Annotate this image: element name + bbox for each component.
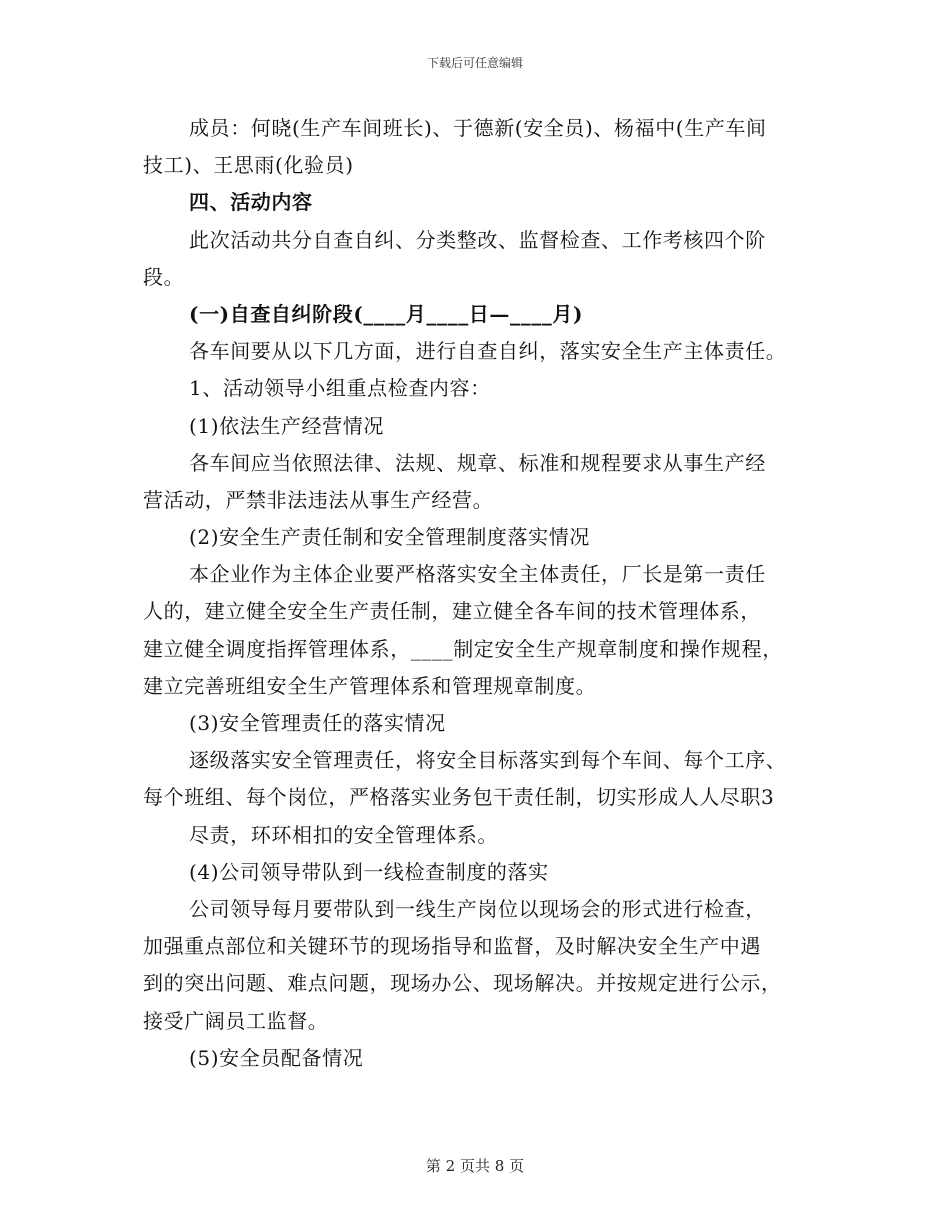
text-line: (1)依法生产经营情况 (189, 413, 384, 438)
text-line: 每个班组、每个岗位，严格落实业务包干责任制，切实形成人人尽职3 (143, 785, 775, 810)
text-line: 各车间要从以下几方面，进行自查自纠，落实安全生产主体责任。 (189, 339, 787, 364)
text-line: (4)公司领导带队到一线检查制度的落实 (189, 859, 549, 884)
page-footer: 第 2 页共 8 页 (425, 1157, 525, 1175)
text-line: 此次活动共分自查自纠、分类整改、监督检查、工作考核四个阶 (189, 227, 766, 252)
text-line: 逐级落实安全管理责任，将安全目标落实到每个车间、每个工序、 (189, 748, 787, 773)
text-line: 段。 (143, 264, 185, 289)
text-line: 各车间应当依照法律、法规、规章、标准和规程要求从事生产经 (189, 450, 766, 475)
text-line: 营活动，严禁非法违法从事生产经营。 (143, 487, 494, 512)
text-line: 公司领导每月要带队到一线生产岗位以现场会的形式进行检查， (189, 896, 766, 921)
text-line: 建立完善班组安全生产管理体系和管理规章制度。 (143, 673, 597, 698)
text-line: 1、活动领导小组重点检查内容： (189, 376, 491, 401)
text-line: 建立健全调度指挥管理体系，____制定安全生产规章制度和操作规程， (143, 636, 783, 661)
text-line: 尽责，环环相扣的安全管理体系。 (189, 822, 498, 847)
section-heading: 四、活动内容 (189, 190, 313, 215)
text-line: 接受广阔员工监督。 (143, 1008, 329, 1033)
text-line: 本企业作为主体企业要严格落实安全主体责任，厂长是第一责任 (189, 562, 766, 587)
text-line: 技工)、王思雨(化验员) (143, 153, 354, 178)
section-heading: (一)自查自纠阶段(____月____日—____月) (189, 301, 584, 326)
text-line: (2)安全生产责任制和安全管理制度落实情况 (189, 525, 590, 550)
document-body (143, 110, 823, 1077)
text-line: 到的突出问题、难点问题，现场办公、现场解决。并按规定进行公示， (143, 971, 782, 996)
text-line: 成员：何晓(生产车间班长)、于德新(安全员)、杨福中(生产车间 (189, 116, 767, 140)
text-line: 人的，建立健全安全生产责任制，建立健全各车间的技术管理体系， (143, 599, 761, 624)
text-line: (5)安全员配备情况 (189, 1045, 364, 1070)
text-line: 加强重点部位和关键环节的现场指导和监督，及时解决安全生产中遇 (143, 934, 761, 959)
page-header: 下载后可任意编辑 (426, 56, 523, 70)
text-line: (3)安全管理责任的落实情况 (189, 711, 446, 735)
